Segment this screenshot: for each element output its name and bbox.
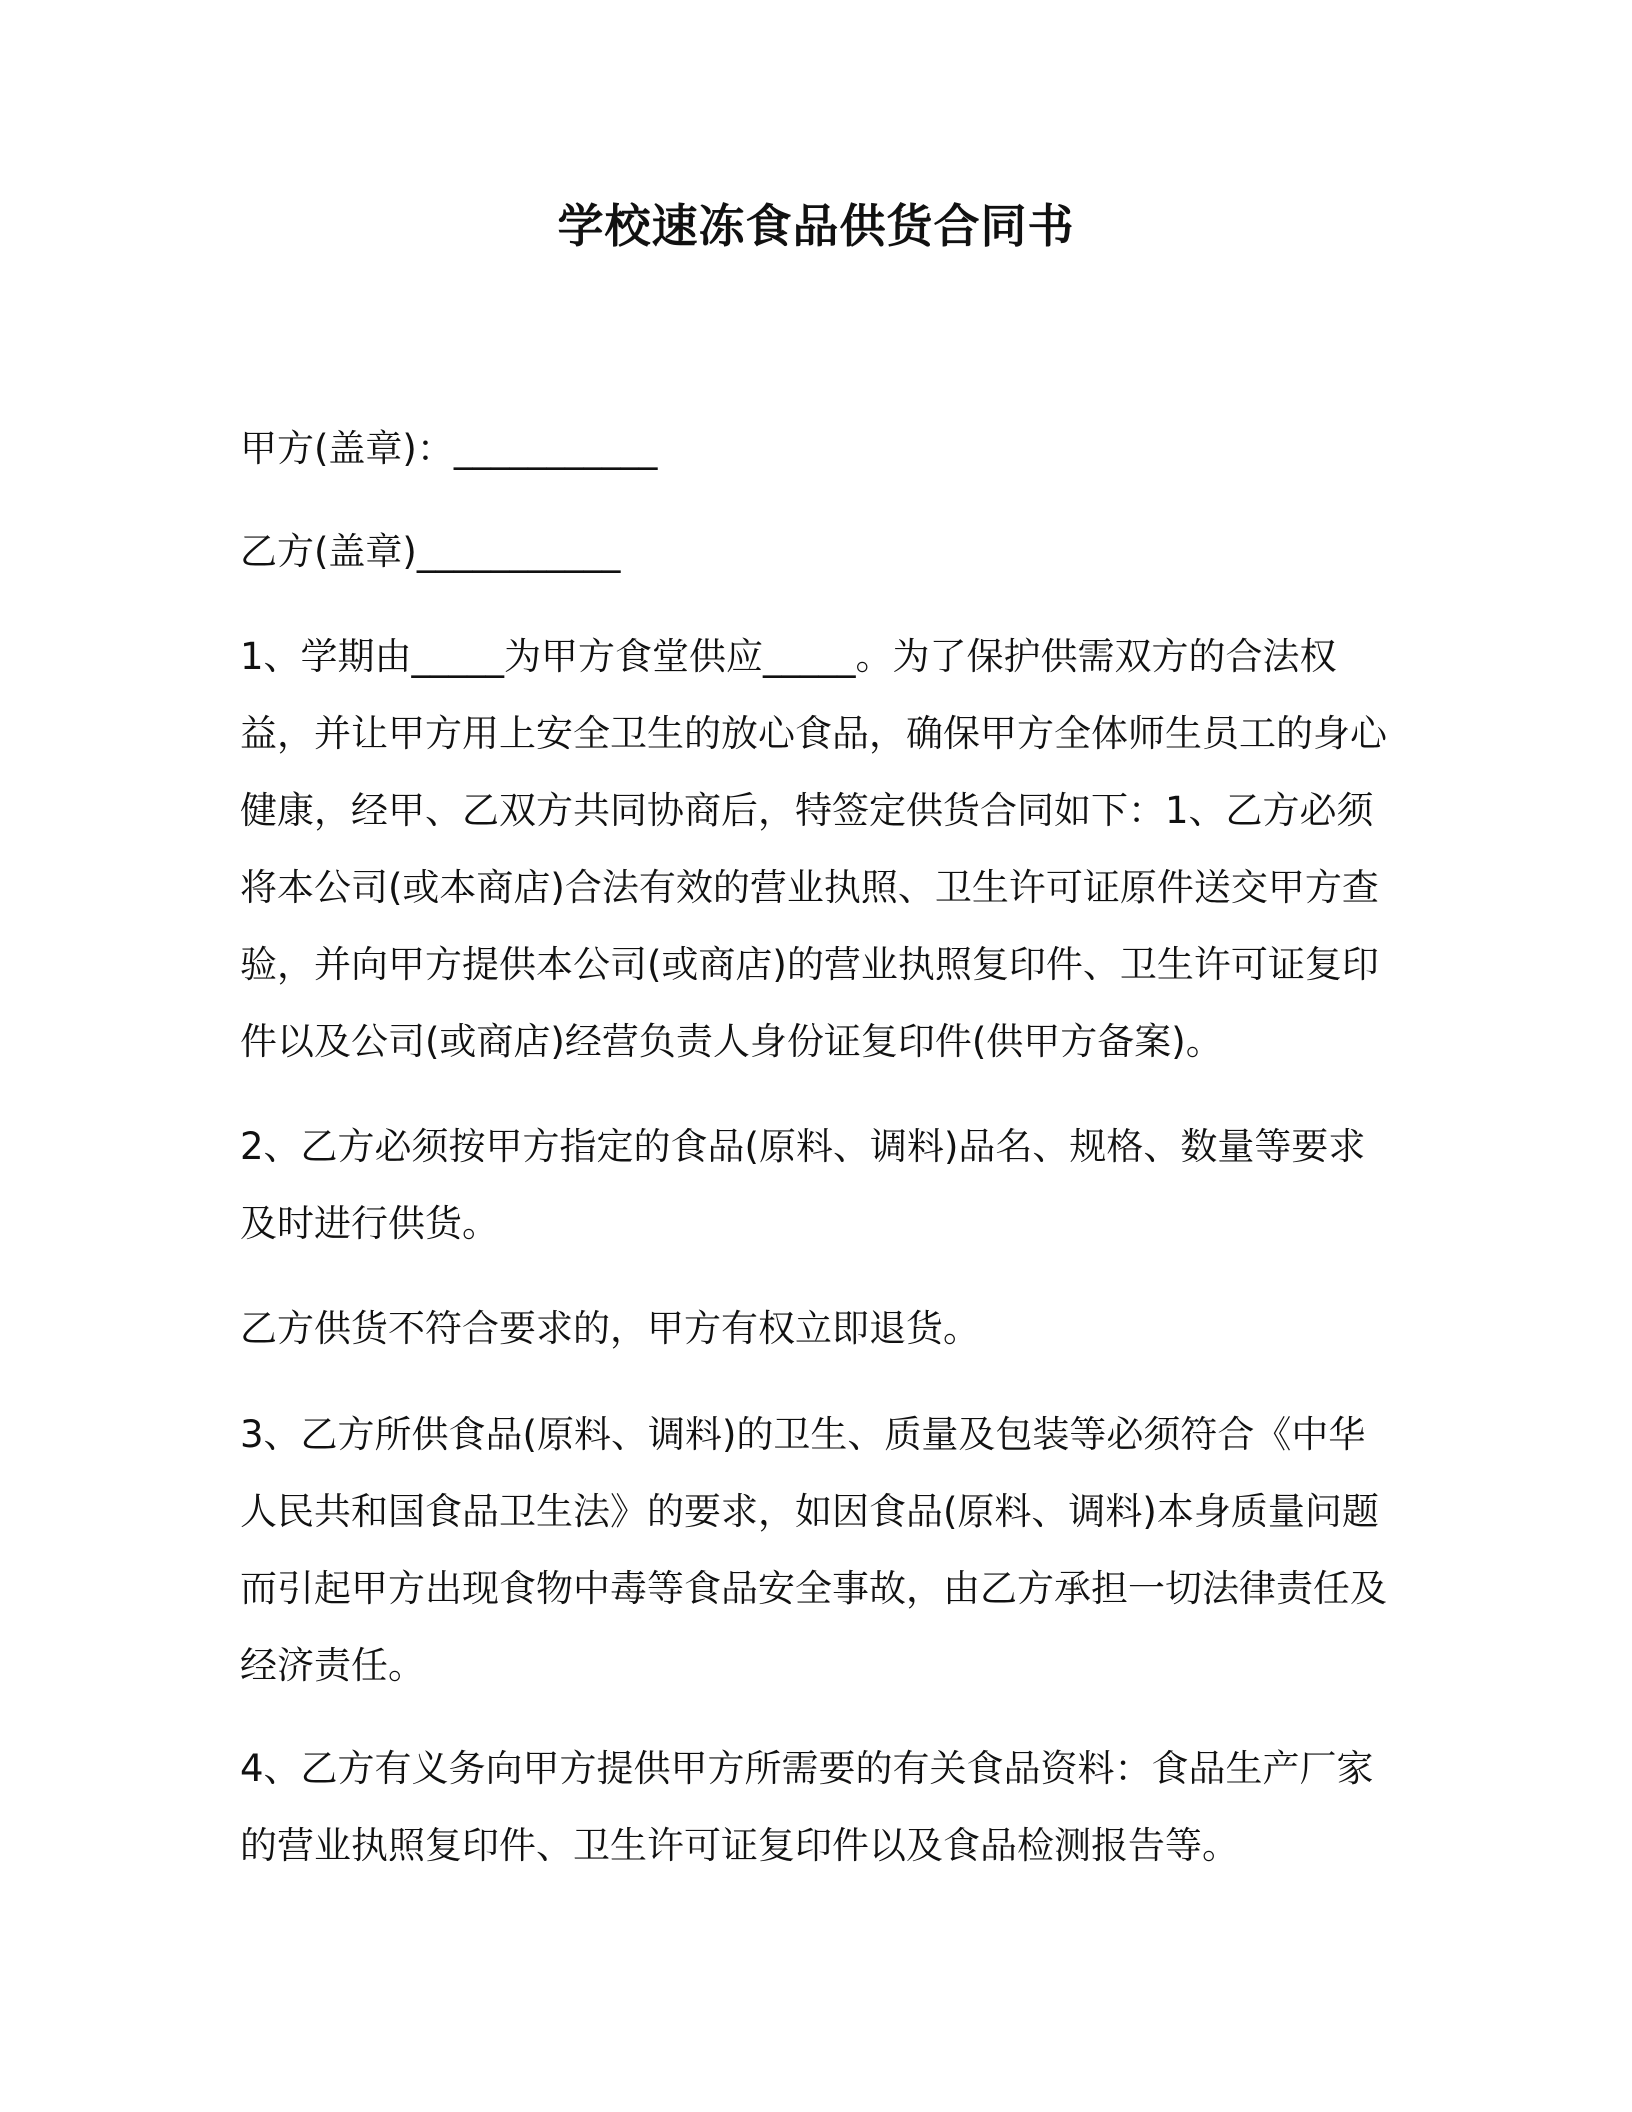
clause-2-note-paragraph: 乙方供货不符合要求的，甲方有权立即退货。	[240, 1307, 980, 1350]
clause-3-paragraph: 3、乙方所供食品(原料、调料)的卫生、质量及包装等必须符合《中华人民共和国食品卫生法》的要求，如因食品(原料、调料)本身质量问题而引起甲方出现食物中毒等食品安全事故，由乙方承担一切法律责任及经济责任。	[240, 1413, 1387, 1687]
party-a-seal-line: 甲方(盖章)：___________	[240, 427, 658, 470]
party-b-seal-line: 乙方(盖章)___________	[240, 530, 621, 573]
clause-4-paragraph: 4、乙方有义务向甲方提供甲方所需要的有关食品资料：食品生产厂家的营业执照复印件、卫生许可证复印件以及食品检测报告等。	[240, 1747, 1374, 1867]
clause-2-paragraph: 2、乙方必须按甲方指定的食品(原料、调料)品名、规格、数量等要求及时进行供货。	[240, 1125, 1366, 1245]
document-title: 学校速冻食品供货合同书	[557, 199, 1075, 253]
clause-1-paragraph: 1、学期由_____为甲方食堂供应_____。为了保护供需双方的合法权益，并让甲方用上安全卫生的放心食品，确保甲方全体师生员工的身心健康，经甲、乙双方共同协商后，特签定供货合同如下：1、乙方必须将本公司(或本商店)合法有效的营业执照、卫生许可证原件送交甲方查验，并向甲方提供本公司(或商店)的营业执照复印件、卫生许可证复印件以及公司(或商店)经营负责人身份证复印件(供甲方备案)。	[240, 635, 1387, 1063]
